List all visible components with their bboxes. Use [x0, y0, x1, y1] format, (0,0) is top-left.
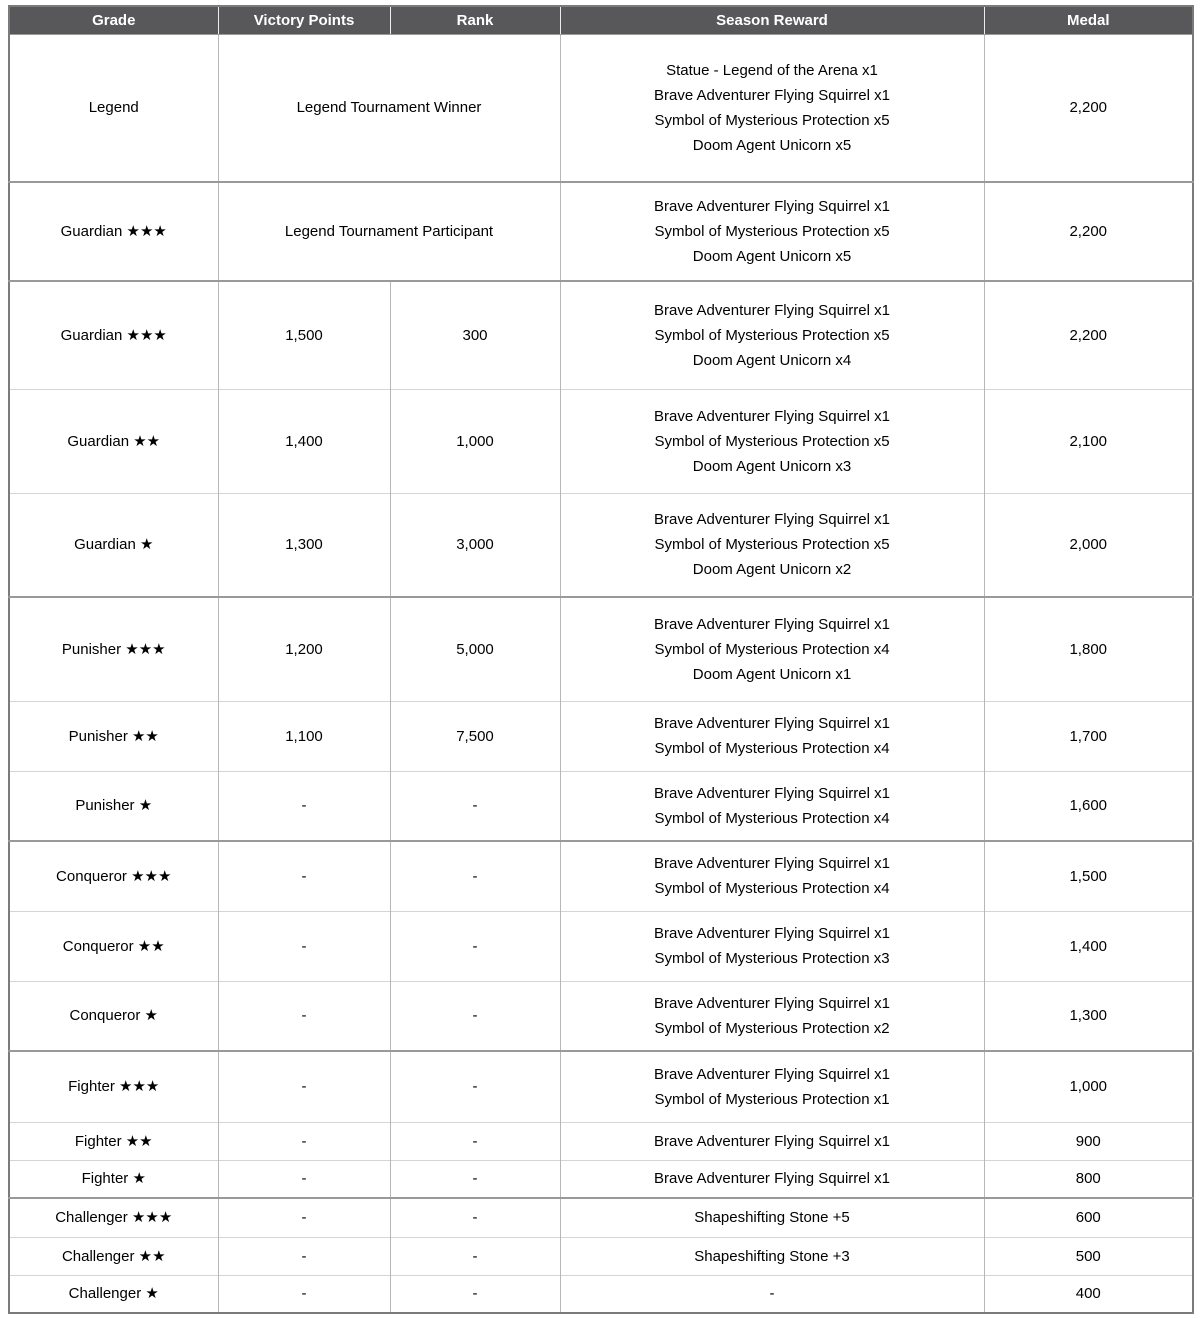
- reward-line: Brave Adventurer Flying Squirrel x1: [654, 1170, 890, 1188]
- reward-line: Doom Agent Unicorn x5: [692, 248, 852, 265]
- reward-line: Symbol of Mysterious Protection x4: [654, 880, 890, 898]
- rank-cell: 300: [390, 281, 560, 389]
- reward-line: Symbol of Mysterious Protection x4: [654, 809, 890, 827]
- season-reward-cell: [560, 281, 984, 389]
- grade-cell: Guardian ★: [9, 493, 218, 597]
- medal-cell: 2,200: [984, 281, 1193, 389]
- table-row: [9, 701, 1193, 771]
- table-row: [9, 281, 1193, 389]
- reward-line: Symbol of Mysterious Protection x5: [654, 536, 890, 554]
- table-row: [9, 771, 1193, 841]
- season-reward-cell: [560, 1051, 984, 1122]
- rank-cell: 3,000: [390, 493, 560, 597]
- reward-line: Doom Agent Unicorn x4: [692, 351, 852, 369]
- rank-cell: -: [390, 981, 560, 1051]
- table-row: [9, 493, 1193, 597]
- medal-cell: 2,100: [984, 389, 1193, 493]
- season-reward-cell: [560, 701, 984, 771]
- season-reward-cell: [560, 493, 984, 597]
- medal-cell: 2,200: [984, 182, 1193, 281]
- reward-line: Doom Agent Unicorn x2: [692, 561, 852, 579]
- victory-points-cell: -: [218, 1160, 390, 1198]
- reward-line: Brave Adventurer Flying Squirrel x1: [654, 615, 890, 633]
- medal-cell: 900: [984, 1122, 1193, 1160]
- victory-points-cell: 1,100: [218, 701, 390, 771]
- table-row: [9, 1198, 1193, 1237]
- grade-cell: Punisher ★★: [9, 701, 218, 771]
- medal-cell: 1,300: [984, 981, 1193, 1051]
- season-reward-cell: [560, 1237, 984, 1275]
- reward-line: Statue - Legend of the Arena x1: [666, 61, 878, 79]
- victory-points-cell: -: [218, 911, 390, 981]
- table-row: [9, 597, 1193, 701]
- table-row: [9, 1051, 1193, 1122]
- rank-cell: -: [390, 771, 560, 841]
- table-row: [9, 1160, 1193, 1198]
- reward-line: Brave Adventurer Flying Squirrel x1: [654, 511, 890, 529]
- season-reward-cell: [560, 1275, 984, 1313]
- rank-cell: -: [390, 1122, 560, 1160]
- qualifier-cell: Legend Tournament Winner: [218, 34, 560, 182]
- rank-cell: 7,500: [390, 701, 560, 771]
- grade-cell: Punisher ★★★: [9, 597, 218, 701]
- reward-line: Symbol of Mysterious Protection x5: [654, 326, 890, 344]
- season-reward-cell: [560, 182, 984, 281]
- table-row: [9, 981, 1193, 1051]
- victory-points-cell: 1,300: [218, 493, 390, 597]
- reward-line: Brave Adventurer Flying Squirrel x1: [654, 1065, 890, 1083]
- season-reward-cell: [560, 389, 984, 493]
- column-header-grade: Grade: [9, 6, 218, 34]
- reward-line: Symbol of Mysterious Protection x2: [654, 1019, 890, 1037]
- victory-points-cell: -: [218, 1198, 390, 1237]
- reward-line: Brave Adventurer Flying Squirrel x1: [654, 86, 890, 104]
- grade-cell: Punisher ★: [9, 771, 218, 841]
- season-reward-cell: [560, 1198, 984, 1237]
- header-row: [9, 6, 1193, 34]
- grade-cell: Legend: [9, 34, 218, 182]
- rank-cell: 1,000: [390, 389, 560, 493]
- reward-line: Brave Adventurer Flying Squirrel x1: [654, 925, 890, 942]
- medal-cell: 800: [984, 1160, 1193, 1198]
- grade-cell: Challenger ★: [9, 1275, 218, 1313]
- table-header: [9, 6, 1193, 34]
- season-reward-cell: [560, 841, 984, 911]
- reward-line: Brave Adventurer Flying Squirrel x1: [654, 784, 890, 802]
- grade-cell: Guardian ★★★: [9, 182, 218, 281]
- season-rewards-table: [8, 5, 1194, 1314]
- medal-cell: 2,200: [984, 34, 1193, 182]
- table-row: [9, 182, 1193, 281]
- reward-line: Symbol of Mysterious Protection x5: [654, 432, 890, 450]
- reward-line: -: [769, 1285, 775, 1303]
- reward-line: Symbol of Mysterious Protection x4: [654, 640, 890, 658]
- rank-cell: -: [390, 1275, 560, 1313]
- grade-cell: Guardian ★★★: [9, 281, 218, 389]
- season-reward-cell: [560, 1122, 984, 1160]
- reward-line: Symbol of Mysterious Protection x5: [654, 111, 890, 129]
- reward-line: Brave Adventurer Flying Squirrel x1: [654, 994, 890, 1012]
- season-reward-cell: [560, 34, 984, 182]
- victory-points-cell: 1,400: [218, 389, 390, 493]
- table-row: [9, 389, 1193, 493]
- season-reward-cell: [560, 981, 984, 1051]
- qualifier-cell: Legend Tournament Participant: [218, 182, 560, 281]
- column-header-medal: Medal: [984, 6, 1193, 34]
- grade-cell: Fighter ★★: [9, 1122, 218, 1160]
- grade-cell: Fighter ★★★: [9, 1051, 218, 1122]
- medal-cell: 1,800: [984, 597, 1193, 701]
- season-reward-cell: [560, 911, 984, 981]
- table-row: [9, 1122, 1193, 1160]
- grade-cell: Fighter ★: [9, 1160, 218, 1198]
- reward-line: Brave Adventurer Flying Squirrel x1: [654, 198, 890, 215]
- column-header-victory-points: Victory Points: [218, 6, 390, 34]
- victory-points-cell: -: [218, 841, 390, 911]
- column-header-season-reward: Season Reward: [560, 6, 984, 34]
- reward-line: Symbol of Mysterious Protection x5: [654, 223, 890, 240]
- season-reward-cell: [560, 771, 984, 841]
- victory-points-cell: -: [218, 1122, 390, 1160]
- reward-line: Brave Adventurer Flying Squirrel x1: [654, 407, 890, 425]
- reward-line: Brave Adventurer Flying Squirrel x1: [654, 301, 890, 319]
- reward-line: Brave Adventurer Flying Squirrel x1: [654, 855, 890, 873]
- grade-cell: Conqueror ★: [9, 981, 218, 1051]
- victory-points-cell: 1,200: [218, 597, 390, 701]
- rank-cell: -: [390, 911, 560, 981]
- season-reward-cell: [560, 597, 984, 701]
- medal-cell: 1,500: [984, 841, 1193, 911]
- victory-points-cell: -: [218, 1275, 390, 1313]
- season-reward-cell: [560, 1160, 984, 1198]
- reward-line: Doom Agent Unicorn x5: [692, 136, 852, 154]
- rank-cell: 5,000: [390, 597, 560, 701]
- grade-cell: Conqueror ★★: [9, 911, 218, 981]
- victory-points-cell: -: [218, 1051, 390, 1122]
- column-header-rank: Rank: [390, 6, 560, 34]
- reward-line: Shapeshifting Stone +5: [694, 1209, 850, 1227]
- reward-line: Shapeshifting Stone +3: [694, 1247, 850, 1265]
- rank-cell: -: [390, 841, 560, 911]
- reward-line: Symbol of Mysterious Protection x1: [654, 1090, 890, 1108]
- rank-cell: -: [390, 1160, 560, 1198]
- grade-cell: Guardian ★★: [9, 389, 218, 493]
- medal-cell: 2,000: [984, 493, 1193, 597]
- victory-points-cell: -: [218, 1237, 390, 1275]
- table-body: [9, 34, 1193, 1313]
- medal-cell: 400: [984, 1275, 1193, 1313]
- victory-points-cell: 1,500: [218, 281, 390, 389]
- rank-cell: -: [390, 1237, 560, 1275]
- medal-cell: 1,000: [984, 1051, 1193, 1122]
- reward-line: Doom Agent Unicorn x3: [692, 457, 852, 475]
- reward-line: Brave Adventurer Flying Squirrel x1: [654, 715, 890, 732]
- reward-line: Doom Agent Unicorn x1: [692, 665, 852, 683]
- table-row: [9, 1275, 1193, 1313]
- medal-cell: 1,700: [984, 701, 1193, 771]
- reward-line: Symbol of Mysterious Protection x3: [654, 950, 890, 967]
- victory-points-cell: -: [218, 981, 390, 1051]
- grade-cell: Challenger ★★★: [9, 1198, 218, 1237]
- medal-cell: 1,600: [984, 771, 1193, 841]
- medal-cell: 600: [984, 1198, 1193, 1237]
- reward-line: Symbol of Mysterious Protection x4: [654, 740, 890, 757]
- reward-line: Brave Adventurer Flying Squirrel x1: [654, 1132, 890, 1150]
- table-row: [9, 841, 1193, 911]
- grade-cell: Conqueror ★★★: [9, 841, 218, 911]
- victory-points-cell: -: [218, 771, 390, 841]
- medal-cell: 500: [984, 1237, 1193, 1275]
- table-row: [9, 1237, 1193, 1275]
- table-row: [9, 34, 1193, 182]
- rank-cell: -: [390, 1051, 560, 1122]
- rank-cell: -: [390, 1198, 560, 1237]
- medal-cell: 1,400: [984, 911, 1193, 981]
- table-row: [9, 911, 1193, 981]
- grade-cell: Challenger ★★: [9, 1237, 218, 1275]
